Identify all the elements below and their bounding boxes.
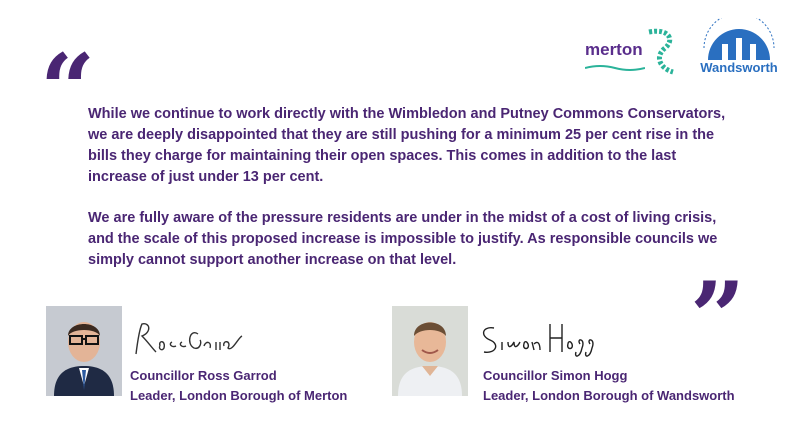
- ross-garrod-signature: [128, 318, 248, 360]
- ross-garrod-photo: [46, 306, 122, 396]
- person-role: Leader, London Borough of Wandsworth: [483, 388, 735, 403]
- merton-wave-icon: [585, 64, 645, 72]
- simon-hogg-signature: [476, 318, 606, 360]
- person-name: Councillor Ross Garrod: [130, 368, 277, 383]
- merton-logo: [585, 26, 677, 78]
- ross-garrod-portrait-icon: [46, 306, 122, 396]
- wandsworth-logo-text: Wandsworth: [700, 60, 778, 75]
- person-role: Leader, London Borough of Merton: [130, 388, 348, 403]
- close-quote-mark: ”: [690, 261, 746, 374]
- merton-swirl-icon: [645, 26, 677, 78]
- wandsworth-logo: [694, 18, 784, 80]
- simon-hogg-photo: [392, 306, 468, 396]
- wandsworth-crest-icon: [702, 18, 776, 62]
- simon-hogg-portrait-icon: [392, 306, 468, 396]
- open-quote-mark: “: [40, 33, 96, 146]
- person-name: Councillor Simon Hogg: [483, 368, 628, 383]
- quote-text: [88, 104, 728, 291]
- quote-paragraph: We are fully aware of the pressure residents are under in the midst of a cost of living crisis, and the scale of this proposed increase is impossible to justify. As responsible councils we simply cannot support another increase on that level.: [88, 210, 718, 268]
- quote-paragraph: While we continue to work directly with the Wimbledon and Putney Commons Conservators, we are deeply disappointed that they are still pushing for a minimum 25 per cent rise in the bills they charge for maintaining their open spaces. This comes in addition to the last increase of just under 13 per cent.: [88, 106, 726, 185]
- merton-logo-text: merton: [585, 40, 643, 59]
